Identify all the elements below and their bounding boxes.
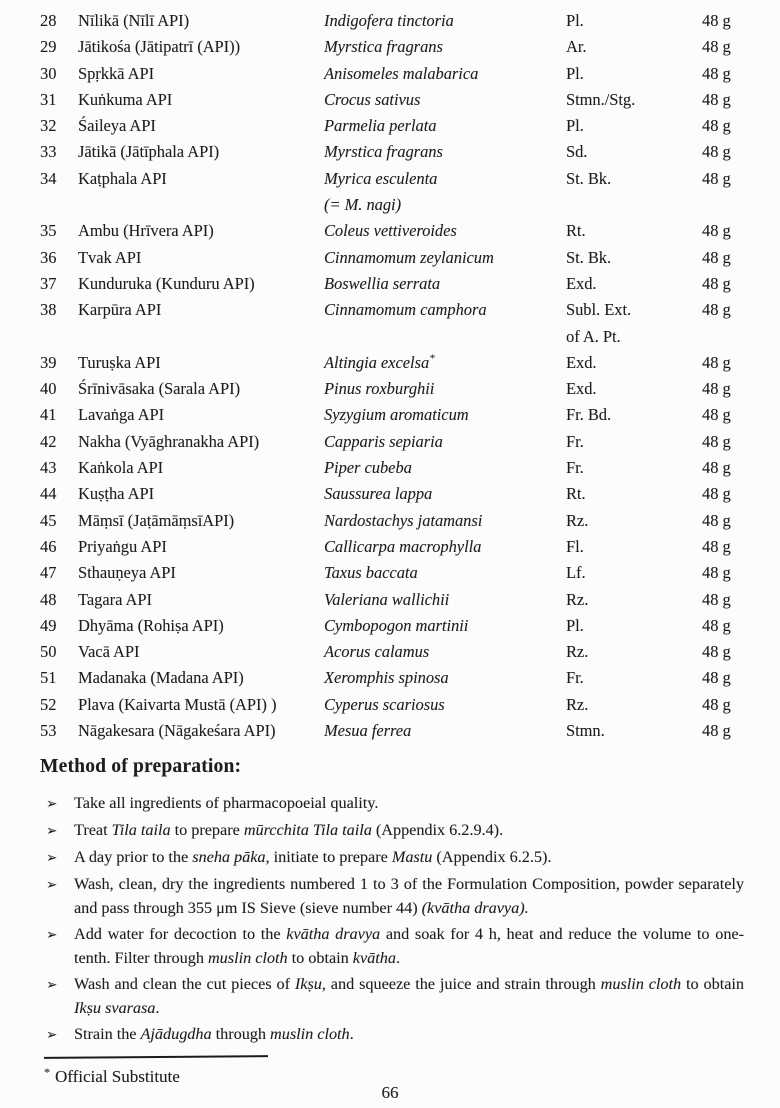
table-row xyxy=(40,481,744,507)
ingredient-quantity: 48 g xyxy=(702,589,731,609)
ingredient-name: Lavaṅga API xyxy=(78,405,165,425)
ingredient-table xyxy=(40,8,744,744)
ingredient-number: 37 xyxy=(40,273,57,293)
method-step-text: Take all ingredients of pharmacopoeial quality. xyxy=(74,794,379,813)
ingredient-name: Priyaṅgu API xyxy=(78,536,167,556)
ingredient-quantity: 48 g xyxy=(702,168,731,188)
plant-part xyxy=(566,508,702,534)
table-row xyxy=(40,87,744,113)
ingredient-quantity: 48 g xyxy=(702,379,731,399)
ingredient-number: 33 xyxy=(40,142,57,162)
arrow-bullet-icon: ➢ xyxy=(46,796,58,813)
ingredient-quantity: 48 g xyxy=(702,405,731,425)
ingredient-quantity: 48 g xyxy=(702,563,731,583)
table-row xyxy=(40,113,744,139)
arrow-bullet-icon: ➢ xyxy=(46,850,58,867)
ingredient-name: Śrīnivāsaka (Sarala API) xyxy=(78,379,241,399)
method-step-text: Strain the Ajādugdha through muslin cloth. xyxy=(74,1025,354,1044)
plant-part-text: Subl. Ext. xyxy=(566,300,632,320)
ingredient-botanical-name xyxy=(324,218,566,244)
footnote-text: Official Substitute xyxy=(55,1067,180,1087)
plant-part xyxy=(566,692,702,718)
plant-part xyxy=(566,665,702,691)
plant-part-text: Rt. xyxy=(566,484,586,504)
ingredient-name: Plava (Kaivarta Mustā (API) ) xyxy=(78,694,277,714)
table-row xyxy=(40,560,744,586)
ingredient-name: Tvak API xyxy=(78,247,142,267)
ingredient-botanical-name xyxy=(324,61,566,87)
ingredient-botanical-name xyxy=(324,455,566,481)
ingredient-name: Kaṅkola API xyxy=(78,458,164,478)
botanical-name-text: Capparis sepiaria xyxy=(324,431,443,451)
method-step-text: A day prior to the sneha pāka, initiate to prepare Mastu (Appendix 6.2.5). xyxy=(74,848,552,867)
page-number: 66 xyxy=(381,1083,399,1102)
ingredient-botanical-name xyxy=(324,8,566,34)
plant-part-text: Fl. xyxy=(566,536,584,556)
ingredient-name: Dhyāma (Rohiṣa API) xyxy=(78,615,224,635)
plant-part xyxy=(566,350,702,376)
plant-part xyxy=(566,166,702,219)
method-list xyxy=(40,791,744,1047)
ingredient-name: Kuṅkuma API xyxy=(78,89,173,109)
plant-part xyxy=(566,8,702,34)
ingredient-number: 49 xyxy=(40,615,57,635)
botanical-name-text: Nardostachys jatamansi xyxy=(324,510,483,530)
plant-part-text: Pl. xyxy=(566,11,584,30)
ingredient-name: Madanaka (Madana API) xyxy=(78,668,244,688)
ingredient-quantity: 48 g xyxy=(702,484,731,504)
ingredient-quantity: 48 g xyxy=(702,221,731,241)
plant-part-text: Exd. xyxy=(566,379,597,399)
ingredient-quantity: 48 g xyxy=(702,142,731,162)
ingredient-name: Ambu (Hrīvera API) xyxy=(78,221,214,241)
botanical-name-text: Anisomeles malabarica xyxy=(324,63,479,83)
botanical-name-text: Saussurea lappa xyxy=(324,484,433,504)
plant-part-text: Rt. xyxy=(566,221,586,241)
botanical-name-text: Acorus calamus xyxy=(324,642,430,662)
plant-part-text: Rz. xyxy=(566,589,589,609)
plant-part xyxy=(566,639,702,665)
botanical-name-text: Cymbopogon martinii xyxy=(324,615,469,635)
table-row xyxy=(40,350,744,376)
method-step xyxy=(46,845,744,870)
table-row xyxy=(40,8,744,34)
plant-part xyxy=(566,402,702,428)
botanical-synonym: (= M. nagi) xyxy=(324,195,402,215)
ingredient-botanical-name xyxy=(324,297,566,350)
botanical-name-text: Myrstica fragrans xyxy=(324,37,443,57)
arrow-bullet-icon: ➢ xyxy=(46,927,58,944)
plant-part xyxy=(566,271,702,297)
botanical-name-text: Cyperus scariosus xyxy=(324,694,445,714)
plant-part-text: Fr. xyxy=(566,458,584,478)
ingredient-quantity: 48 g xyxy=(702,37,731,57)
footnote-asterisk-marker: * xyxy=(44,1064,50,1079)
arrow-bullet-icon: ➢ xyxy=(46,1027,58,1044)
plant-part-text: Lf. xyxy=(566,563,586,583)
ingredient-number: 29 xyxy=(40,37,57,57)
plant-part xyxy=(566,113,702,139)
method-step xyxy=(46,872,744,920)
botanical-name-text: Myrica esculenta xyxy=(324,168,438,188)
table-row xyxy=(40,271,744,297)
table-row xyxy=(40,166,744,219)
ingredient-botanical-name xyxy=(324,402,566,428)
ingredient-botanical-name xyxy=(324,139,566,165)
botanical-name-text: Crocus sativus xyxy=(324,89,421,109)
arrow-bullet-icon: ➢ xyxy=(46,877,58,894)
ingredient-quantity: 48 g xyxy=(702,721,731,741)
method-step-text: Add water for decoction to the kvātha dravya and soak for 4 h, heat and reduce the volume to one-tenth. Filter through muslin cloth to obtain kvātha. xyxy=(74,925,744,968)
ingredient-name: Nāgakesara (Nāgakeśara API) xyxy=(78,721,276,741)
plant-part xyxy=(566,718,702,744)
arrow-bullet-icon: ➢ xyxy=(46,823,58,840)
ingredient-number: 43 xyxy=(40,458,57,478)
botanical-name-text: Syzygium aromaticum xyxy=(324,405,469,425)
table-row xyxy=(40,245,744,271)
method-step-text: Wash, clean, dry the ingredients numbered 1 to 3 of the Formulation Composition, powder separately and pass through 355 μm IS Sieve (sieve number 44) (kvātha dravya). xyxy=(74,875,744,918)
plant-part-text: St. Bk. xyxy=(566,247,612,267)
plant-part-text: Fr. xyxy=(566,431,584,451)
ingredient-quantity: 48 g xyxy=(702,247,731,267)
ingredient-quantity: 48 g xyxy=(702,63,731,83)
ingredient-botanical-name xyxy=(324,508,566,534)
botanical-name-text: Indigofera tinctoria xyxy=(324,11,454,30)
ingredient-number: 48 xyxy=(40,589,57,609)
botanical-name-text: Altingia excelsa xyxy=(324,352,430,372)
ingredient-name: Tagara API xyxy=(78,589,152,609)
official-substitute-asterisk: * xyxy=(429,352,435,365)
ingredient-name: Kuṣṭha API xyxy=(78,484,155,504)
botanical-name-text: Parmelia perlata xyxy=(324,116,437,136)
table-row xyxy=(40,139,744,165)
table-row xyxy=(40,455,744,481)
plant-part xyxy=(566,297,702,350)
table-row xyxy=(40,665,744,691)
botanical-name-text: Callicarpa macrophylla xyxy=(324,536,482,556)
table-row xyxy=(40,429,744,455)
table-row xyxy=(40,587,744,613)
ingredient-botanical-name xyxy=(324,665,566,691)
ingredient-name: Spṛkkā API xyxy=(78,63,155,83)
ingredient-name: Vacā API xyxy=(78,642,140,662)
table-row xyxy=(40,508,744,534)
table-row xyxy=(40,34,744,60)
ingredient-number: 45 xyxy=(40,510,57,530)
ingredient-quantity: 48 g xyxy=(702,458,731,478)
ingredient-quantity: 48 g xyxy=(702,431,731,451)
plant-part-line2: of A. Pt. xyxy=(566,326,621,346)
ingredient-botanical-name xyxy=(324,639,566,665)
ingredient-name: Karpūra API xyxy=(78,300,162,320)
table-row xyxy=(40,692,744,718)
plant-part-text: St. Bk. xyxy=(566,168,612,188)
botanical-name-text: Pinus roxburghii xyxy=(324,379,435,399)
ingredient-name: Jātikośa (Jātipatrī (API)) xyxy=(78,37,241,57)
table-row xyxy=(40,297,744,350)
ingredient-quantity: 48 g xyxy=(702,510,731,530)
plant-part xyxy=(566,245,702,271)
plant-part xyxy=(566,455,702,481)
botanical-name-text: Coleus vettiveroides xyxy=(324,221,457,241)
botanical-name-text: Myrstica fragrans xyxy=(324,142,443,162)
ingredient-name: Sthauṇeya API xyxy=(78,563,176,583)
ingredient-botanical-name xyxy=(324,87,566,113)
ingredient-number: 50 xyxy=(40,642,57,662)
ingredient-name: Jātikā (Jātīphala API) xyxy=(78,142,220,162)
ingredient-number: 31 xyxy=(40,89,57,109)
plant-part xyxy=(566,534,702,560)
ingredient-number: 32 xyxy=(40,116,57,136)
ingredient-quantity: 48 g xyxy=(702,615,731,635)
ingredient-number: 44 xyxy=(40,484,57,504)
botanical-name-text: Boswellia serrata xyxy=(324,273,441,293)
ingredient-botanical-name xyxy=(324,429,566,455)
ingredient-number: 51 xyxy=(40,668,57,688)
plant-part xyxy=(566,613,702,639)
method-step xyxy=(46,972,744,1020)
plant-part-text: Ar. xyxy=(566,37,587,57)
plant-part-text: Exd. xyxy=(566,273,597,293)
method-step xyxy=(46,791,744,816)
ingredient-quantity: 48 g xyxy=(702,668,731,688)
plant-part xyxy=(566,87,702,113)
table-row xyxy=(40,639,744,665)
method-step-text: Wash and clean the cut pieces of Ikṣu, and squeeze the juice and strain through muslin cloth to obtain Ikṣu svarasa. xyxy=(74,975,744,1018)
ingredient-number: 35 xyxy=(40,221,57,241)
plant-part xyxy=(566,34,702,60)
arrow-bullet-icon: ➢ xyxy=(46,977,58,994)
plant-part-text: Stmn. xyxy=(566,721,605,741)
table-row xyxy=(40,402,744,428)
ingredient-name: Kunduruka (Kunduru API) xyxy=(78,273,255,293)
ingredient-name: Turuṣka API xyxy=(78,352,161,372)
plant-part xyxy=(566,139,702,165)
table-row xyxy=(40,718,744,744)
botanical-name-text: Cinnamomum camphora xyxy=(324,300,487,320)
method-step xyxy=(46,1022,744,1047)
table-row xyxy=(40,534,744,560)
plant-part-text: Rz. xyxy=(566,642,589,662)
plant-part-text: Stmn./Stg. xyxy=(566,89,636,109)
ingredient-number: 30 xyxy=(40,63,57,83)
method-step-text: Treat Tila taila to prepare mūrcchita Tila taila (Appendix 6.2.9.4). xyxy=(74,821,504,840)
ingredient-botanical-name xyxy=(324,481,566,507)
botanical-name-text: Taxus baccata xyxy=(324,563,418,583)
plant-part-text: Rz. xyxy=(566,694,589,714)
ingredient-botanical-name xyxy=(324,113,566,139)
ingredient-quantity: 48 g xyxy=(702,352,731,372)
table-row xyxy=(40,613,744,639)
ingredient-number: 39 xyxy=(40,352,57,372)
plant-part xyxy=(566,429,702,455)
ingredient-quantity: 48 g xyxy=(702,11,731,30)
method-heading: Method of preparation: xyxy=(40,756,242,778)
ingredient-number: 36 xyxy=(40,247,57,267)
ingredient-quantity: 48 g xyxy=(702,300,731,320)
plant-part-text: Fr. Bd. xyxy=(566,405,612,425)
ingredient-name: Nakha (Vyāghranakha API) xyxy=(78,431,260,451)
method-step xyxy=(46,818,744,843)
ingredient-name: Nīlikā (Nīlī API) xyxy=(78,11,190,30)
ingredient-number: 53 xyxy=(40,721,57,741)
ingredient-quantity: 48 g xyxy=(702,536,731,556)
ingredient-botanical-name xyxy=(324,718,566,744)
plant-part-text: Fr. xyxy=(566,668,584,688)
ingredient-quantity: 48 g xyxy=(702,116,731,136)
table-row xyxy=(40,376,744,402)
ingredient-number: 52 xyxy=(40,694,57,714)
plant-part xyxy=(566,61,702,87)
ingredient-number: 38 xyxy=(40,300,57,320)
ingredient-number: 42 xyxy=(40,431,57,451)
table-row xyxy=(40,61,744,87)
plant-part xyxy=(566,560,702,586)
botanical-name-text: Cinnamomum zeylanicum xyxy=(324,247,494,267)
plant-part-text: Pl. xyxy=(566,615,584,635)
ingredient-name: Śaileya API xyxy=(78,116,156,136)
ingredient-name: Kaṭphala API xyxy=(78,168,167,188)
ingredient-botanical-name xyxy=(324,271,566,297)
ingredient-botanical-name xyxy=(324,166,566,219)
ingredient-botanical-name xyxy=(324,350,566,376)
ingredient-botanical-name xyxy=(324,587,566,613)
plant-part xyxy=(566,218,702,244)
ingredient-quantity: 48 g xyxy=(702,694,731,714)
table-row xyxy=(40,218,744,244)
ingredient-botanical-name xyxy=(324,245,566,271)
botanical-name-text: Valeriana wallichii xyxy=(324,589,450,609)
plant-part-text: Pl. xyxy=(566,63,584,83)
plant-part xyxy=(566,481,702,507)
ingredient-botanical-name xyxy=(324,376,566,402)
ingredient-quantity: 48 g xyxy=(702,89,731,109)
ingredient-number: 40 xyxy=(40,379,57,399)
plant-part xyxy=(566,587,702,613)
method-step xyxy=(46,922,744,970)
ingredient-name: Māṃsī (JaṭāmāṃsīAPI) xyxy=(78,510,235,530)
ingredient-number: 34 xyxy=(40,168,57,188)
botanical-name-text: Piper cubeba xyxy=(324,458,412,478)
ingredient-quantity: 48 g xyxy=(702,642,731,662)
ingredient-botanical-name xyxy=(324,613,566,639)
botanical-name-text: Mesua ferrea xyxy=(324,721,412,741)
ingredient-botanical-name xyxy=(324,560,566,586)
ingredient-number: 41 xyxy=(40,405,57,425)
ingredient-botanical-name xyxy=(324,534,566,560)
ingredient-botanical-name xyxy=(324,692,566,718)
plant-part-text: Sd. xyxy=(566,142,588,162)
botanical-name-text: Xeromphis spinosa xyxy=(324,668,449,688)
ingredient-botanical-name xyxy=(324,34,566,60)
plant-part-text: Exd. xyxy=(566,352,597,372)
footnote-divider xyxy=(44,1055,268,1059)
plant-part xyxy=(566,376,702,402)
ingredient-number: 46 xyxy=(40,536,57,556)
ingredient-number: 28 xyxy=(40,11,57,30)
ingredient-number: 47 xyxy=(40,563,57,583)
plant-part-text: Pl. xyxy=(566,116,584,136)
plant-part-text: Rz. xyxy=(566,510,589,530)
ingredient-quantity: 48 g xyxy=(702,273,731,293)
